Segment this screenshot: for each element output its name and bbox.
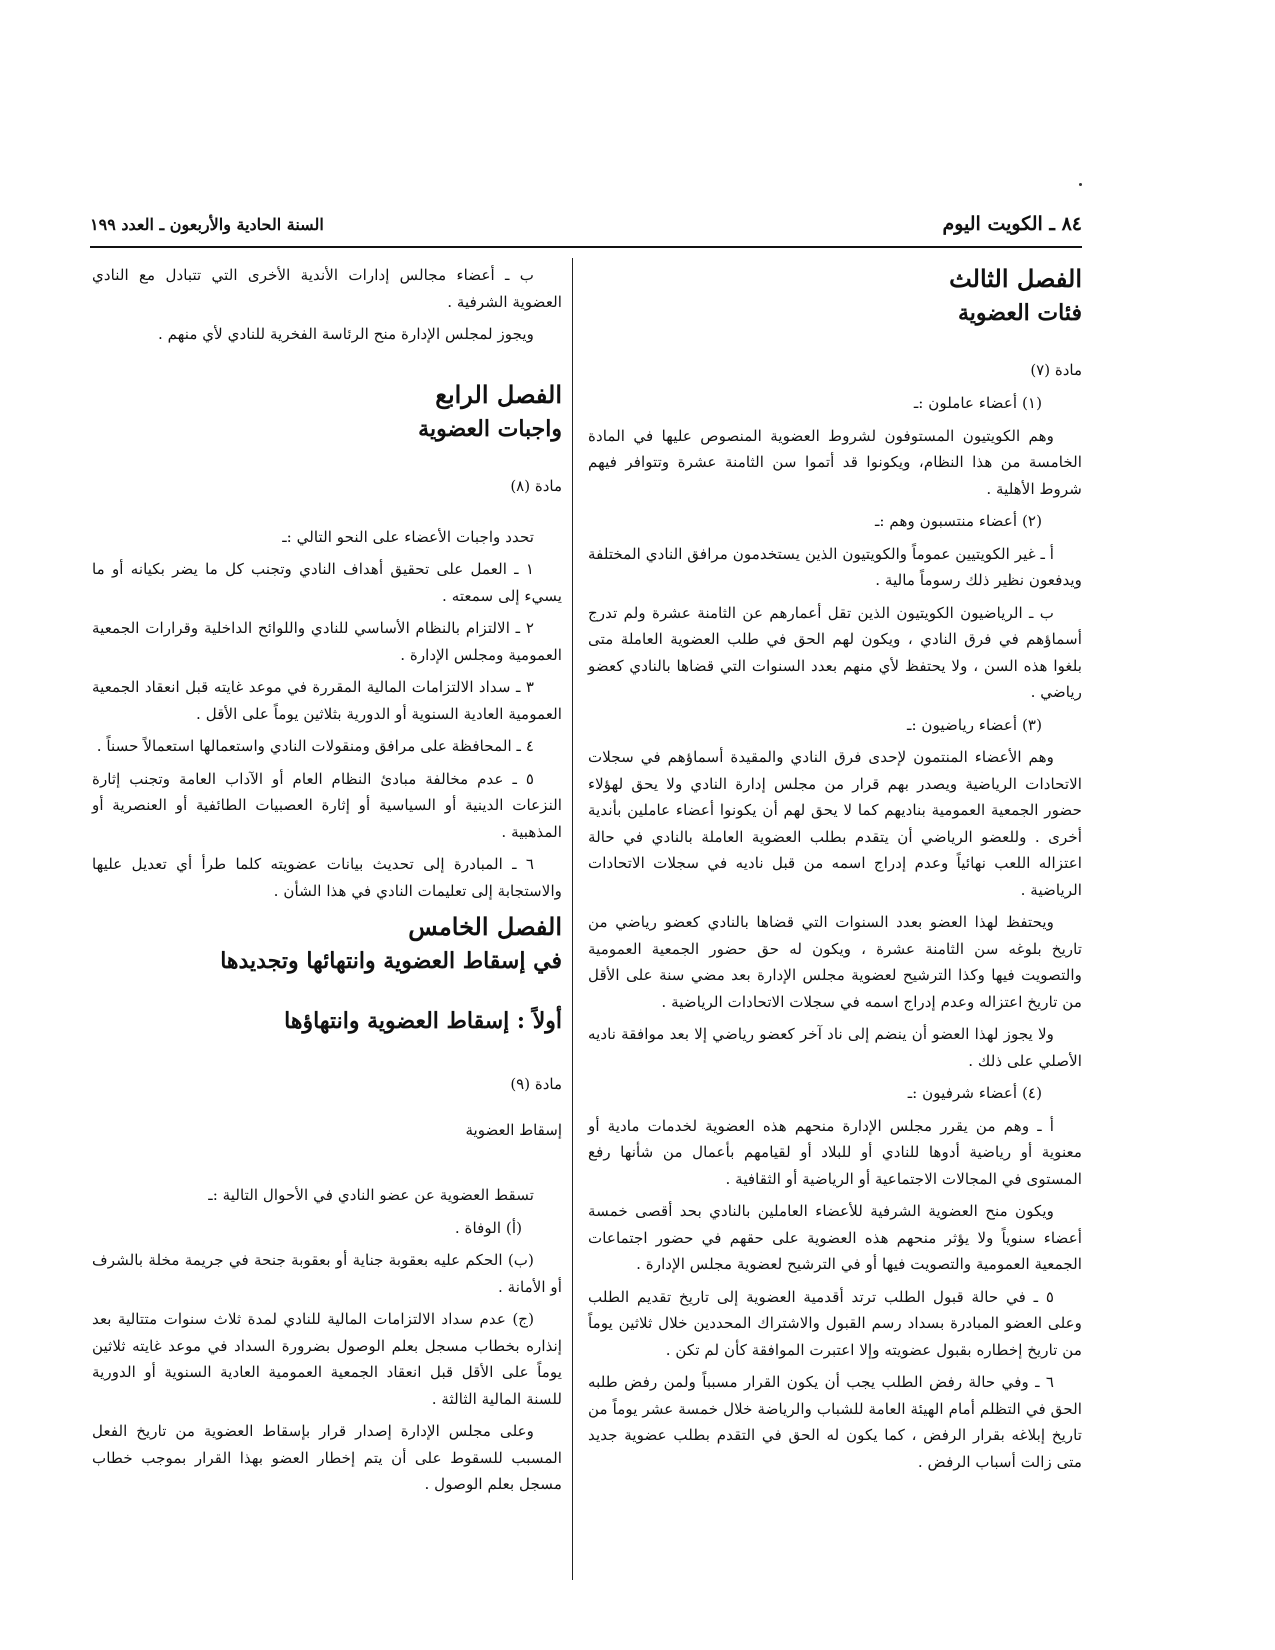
paragraph: ٢ ـ الالتزام بالنظام الأساسي للنادي واللوائح الداخلية وقرارات الجمعية العمومية ومجلس الإدارة . [92,619,562,664]
header-page-number-title: ٨٤ ـ الكويت اليوم [942,213,1082,235]
scan-speck [1079,183,1082,186]
chapter-3-title: الفصل الثالث [949,264,1082,293]
paragraph: ٥ ـ عدم مخالفة مبادئ النظام العام أو الآداب العامة وتجنب إثارة النزعات الدينية أو السياسية أو إثارة العصبيات الطائفية أو العنصرية أو المذهبية . [92,769,562,841]
chapter-5-subtitle: في إسقاط العضوية وانتهائها وتجديدها [220,948,562,974]
paragraph: ويجوز لمجلس الإدارة منح الرئاسة الفخرية للنادي لأي منهم . [157,325,534,343]
paragraph: أ ـ وهم من يقرر مجلس الإدارة منحهم هذه العضوية لخدمات مادية أو معنوية أو رياضية أدوها للنادي أو للبلاد أو لقيامهم بأعمال من شأنها رفع المستوى في المجالات الاجتماعية أو الرياضية أو الثقافية . [588,1116,1082,1188]
paragraph: (٣) أعضاء رياضيون :ـ [907,715,1042,734]
paragraph: ٦ ـ المبادرة إلى تحديث بيانات عضويته كلما طرأ أي تعديل عليها والاستجابة إلى تعليمات النادي في هذا الشأن . [92,855,562,900]
right-column [588,262,1082,1582]
chapter-3-subtitle: فئات العضوية [957,300,1082,326]
left-column [92,262,562,1582]
paragraph: أ ـ غير الكويتيين عموماً والكويتيون الذين يستخدمون مرافق النادي المختلفة ويدفعون نظير ذلك رسوماً مالية . [588,544,1082,589]
article-7-heading: مادة (٧) [1030,361,1082,379]
paragraph: ويحتفظ لهذا العضو بعدد السنوات التي قضاها بالنادي كعضو رياضي من تاريخ بلوغه سن الثامنة عشرة ، ويكون له حق حضور الجمعية العمومية والتصويت فيها وكذا الترشيح لعضوية مجلس الإدارة بعد مضي سنة على الأقل من تاريخ اعتزاله وعدم إدراج اسمه في سجلات الاتحادات الرياضية . [588,913,1082,1011]
paragraph: ب ـ أعضاء مجالس إدارات الأندية الأخرى التي تتبادل مع النادي العضوية الشرفية . [92,266,562,311]
paragraph: ويكون منح العضوية الشرفية للأعضاء العاملين بالنادي بحد أقصى خمسة أعضاء سنوياً ولا يؤثر منحهم هذه العضوية على حقهم في حضور اجتماعات الجمعية العمومية والتصويت فيها أو في الترشيح لعضوية مجلس الإدارة . [588,1202,1082,1273]
paragraph: تحدد واجبات الأعضاء على النحو التالي :ـ [282,527,534,546]
paragraph: ١ ـ العمل على تحقيق أهداف النادي وتجنب كل ما يضر بكيانه أو ما يسيء إلى سمعته . [92,560,562,605]
article-9-heading: مادة (٩) [510,1075,562,1093]
paragraph: (أ) الوفاة . [454,1218,522,1237]
header-rule [90,246,1082,248]
header-issue-info: السنة الحادية والأربعون ـ العدد ١٩٩ [90,215,324,234]
paragraph: ٥ ـ في حالة قبول الطلب ترتد أقدمية العضوية إلى تاريخ تقديم الطلب وعلى العضو المبادرة بسداد رسم القبول والاشتراك المحددين خلال ثلاثين يوماً من تاريخ إخطاره بقبول عضويته وإلا اعتبرت الموافقة كأن لم تكن . [588,1287,1082,1359]
paragraph: وهم الكويتيون المستوفون لشروط العضوية المنصوص عليها في المادة الخامسة من هذا النظام، ويكونوا قد أتموا سن الثامنة عشرة وتتوافر فيهم شروط الأهلية . [588,426,1082,498]
paragraph: ٤ ـ المحافظة على مرافق ومنقولات النادي واستعمالها استعمالاً حسناً . [96,737,534,755]
paragraph: ٣ ـ سداد الالتزامات المالية المقررة في موعد غايته قبل انعقاد الجمعية العمومية العادية السنوية أو الدورية بثلاثين يوماً على الأقل . [92,678,562,723]
section-1-heading: أولاً : إسقاط العضوية وانتهاؤها [284,1008,562,1034]
article-8-heading: مادة (٨) [510,476,562,495]
column-divider [572,258,573,1580]
paragraph: ولا يجوز لهذا العضو أن ينضم إلى ناد آخر كعضو رياضي إلا بعد موافقة ناديه الأصلي على ذلك . [588,1025,1082,1070]
page-header [90,213,1082,241]
paragraph: (٤) أعضاء شرفيون :ـ [907,1084,1042,1102]
paragraph: ٦ ـ وفي حالة رفض الطلب يجب أن يكون القرار مسبباً ولمن رفض طلبه الحق في التظلم أمام الهيئة العامة للشباب والرياضة خلال خمسة عشر يوماً من تاريخ إبلاغه بقرار الرفض ، كما يكون له الحق في التقدم بطلب عضوية جديد متى زالت أسباب الرفض . [588,1373,1082,1471]
paragraph: (ج) عدم سداد الالتزامات المالية للنادي لمدة ثلاث سنوات متتالية بعد إنذاره بخطاب مسجل بعلم الوصول بضرورة السداد في موعد غايته ثلاثين يوماً على الأقل قبل انعقاد الجمعية العمومية العادية السنوية أو الدورية للسنة المالية الثالثة . [92,1310,562,1408]
article-9-subheading: إسقاط العضوية [465,1121,562,1139]
chapter-5-title: الفصل الخامس [408,912,562,941]
paragraph: (١) أعضاء عاملون :ـ [913,394,1042,412]
paragraph: وهم الأعضاء المنتمون لإحدى فرق النادي والمقيدة أسماؤهم في سجلات الاتحادات الرياضية ويصدر بهم قرار من مجلس إدارة النادي ولا يحق لهؤلاء حضور الجمعية العمومية بناديهم كما لا يحق لهم أن يكونوا أعضاء عاملين بأندية أخرى . وللعضو الرياضي أن يتقدم بطلب العضوية العاملة بالنادي في حالة اعتزاله اللعب نهائياً وعدم إدراج اسمه من قبل ناديه في سجلات الاتحادات الرياضية . [588,748,1082,899]
chapter-4-title: الفصل الرابع [435,379,562,409]
chapter-4-subtitle: واجبات العضوية [418,415,562,442]
paragraph: (ب) الحكم عليه بعقوبة جناية أو بعقوبة جنحة في جريمة مخلة بالشرف أو الأمانة . [92,1251,562,1296]
paragraph: (٢) أعضاء منتسبون وهم :ـ [874,512,1042,530]
paragraph: تسقط العضوية عن عضو النادي في الأحوال التالية :ـ [208,1186,534,1204]
paragraph: وعلى مجلس الإدارة إصدار قرار بإسقاط العضوية من تاريخ الفعل المسبب للسقوط على أن يتم إخطار العضو بهذا القرار بموجب خطاب مسجل بعلم الوصول . [92,1422,562,1493]
paragraph: ب ـ الرياضيون الكويتيون الذين تقل أعمارهم عن الثامنة عشرة ولم تدرج أسماؤهم في فرق النادي ، ويكون لهم الحق في طلب العضوية العاملة متى بلغوا هذه السن ، ولا يحتفظ لأي منهم بعدد السنوات التي قضاها بالنادي كعضو رياضي . [588,603,1082,701]
